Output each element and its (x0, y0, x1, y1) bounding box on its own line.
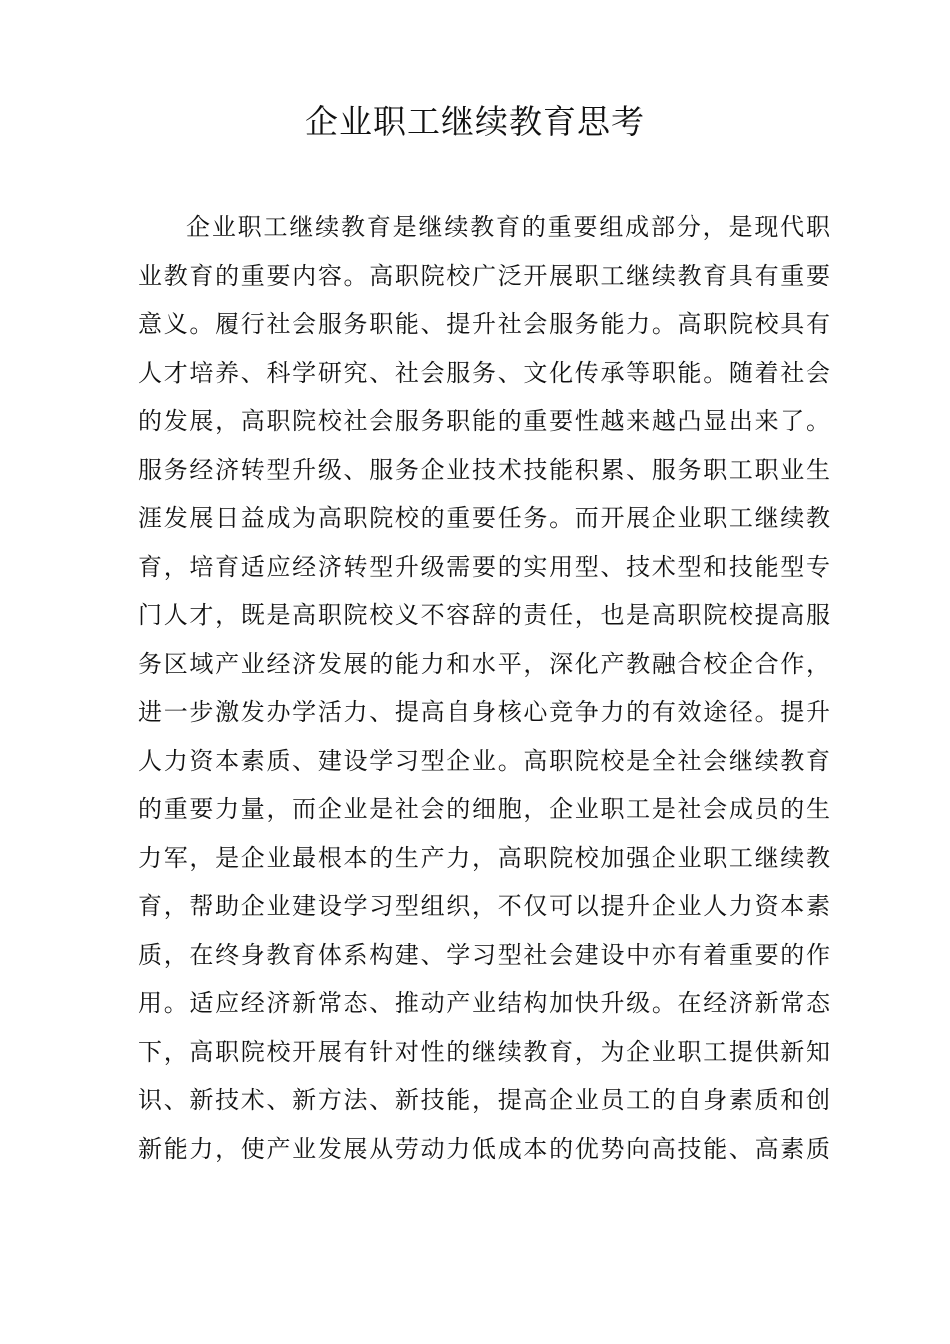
body-line: 进一步激发办学活力、提高自身核心竞争力的有效途径。提升 (138, 698, 830, 726)
body-line: 企业职工继续教育是继续教育的重要组成部分，是现代职 (186, 213, 830, 241)
document-body (138, 203, 830, 1173)
body-line: 人才培养、科学研究、社会服务、文化传承等职能。随着社会 (138, 358, 830, 387)
body-line: 人力资本素质、建设学习型企业。高职院校是全社会继续教育 (138, 746, 830, 775)
body-line: 业教育的重要内容。高职院校广泛开展职工继续教育具有重要 (138, 261, 830, 290)
body-line: 的重要力量，而企业是社会的细胞，企业职工是社会成员的生 (138, 795, 830, 823)
body-line: 的发展，高职院校社会服务职能的重要性越来越凸显出来了。 (138, 407, 830, 435)
body-line: 门人才，既是高职院校义不容辞的责任，也是高职院校提高服 (138, 601, 830, 629)
body-line: 用。适应经济新常态、推动产业结构加快升级。在经济新常态 (138, 989, 830, 1017)
body-line: 意义。履行社会服务职能、提升社会服务能力。高职院校具有 (138, 310, 830, 338)
body-line: 力军，是企业最根本的生产力，高职院校加强企业职工继续教 (138, 843, 830, 872)
document-title: 企业职工继续教育思考 (305, 102, 645, 141)
body-line: 服务经济转型升级、服务企业技术技能积累、服务职工职业生 (138, 455, 830, 484)
body-line: 育，培育适应经济转型升级需要的实用型、技术型和技能型专 (138, 552, 830, 581)
body-line: 新能力，使产业发展从劳动力低成本的优势向高技能、高素质 (138, 1134, 830, 1163)
body-line: 务区域产业经济发展的能力和水平，深化产教融合校企合作， (138, 649, 830, 678)
body-line: 涯发展日益成为高职院校的重要任务。而开展企业职工继续教 (138, 504, 830, 532)
body-line: 下，高职院校开展有针对性的继续教育，为企业职工提供新知 (138, 1037, 830, 1066)
body-line: 育，帮助企业建设学习型组织，不仅可以提升企业人力资本素 (138, 892, 830, 920)
body-line: 识、新技术、新方法、新技能，提高企业员工的自身素质和创 (138, 1086, 830, 1114)
body-line: 质，在终身教育体系构建、学习型社会建设中亦有着重要的作 (138, 940, 830, 969)
